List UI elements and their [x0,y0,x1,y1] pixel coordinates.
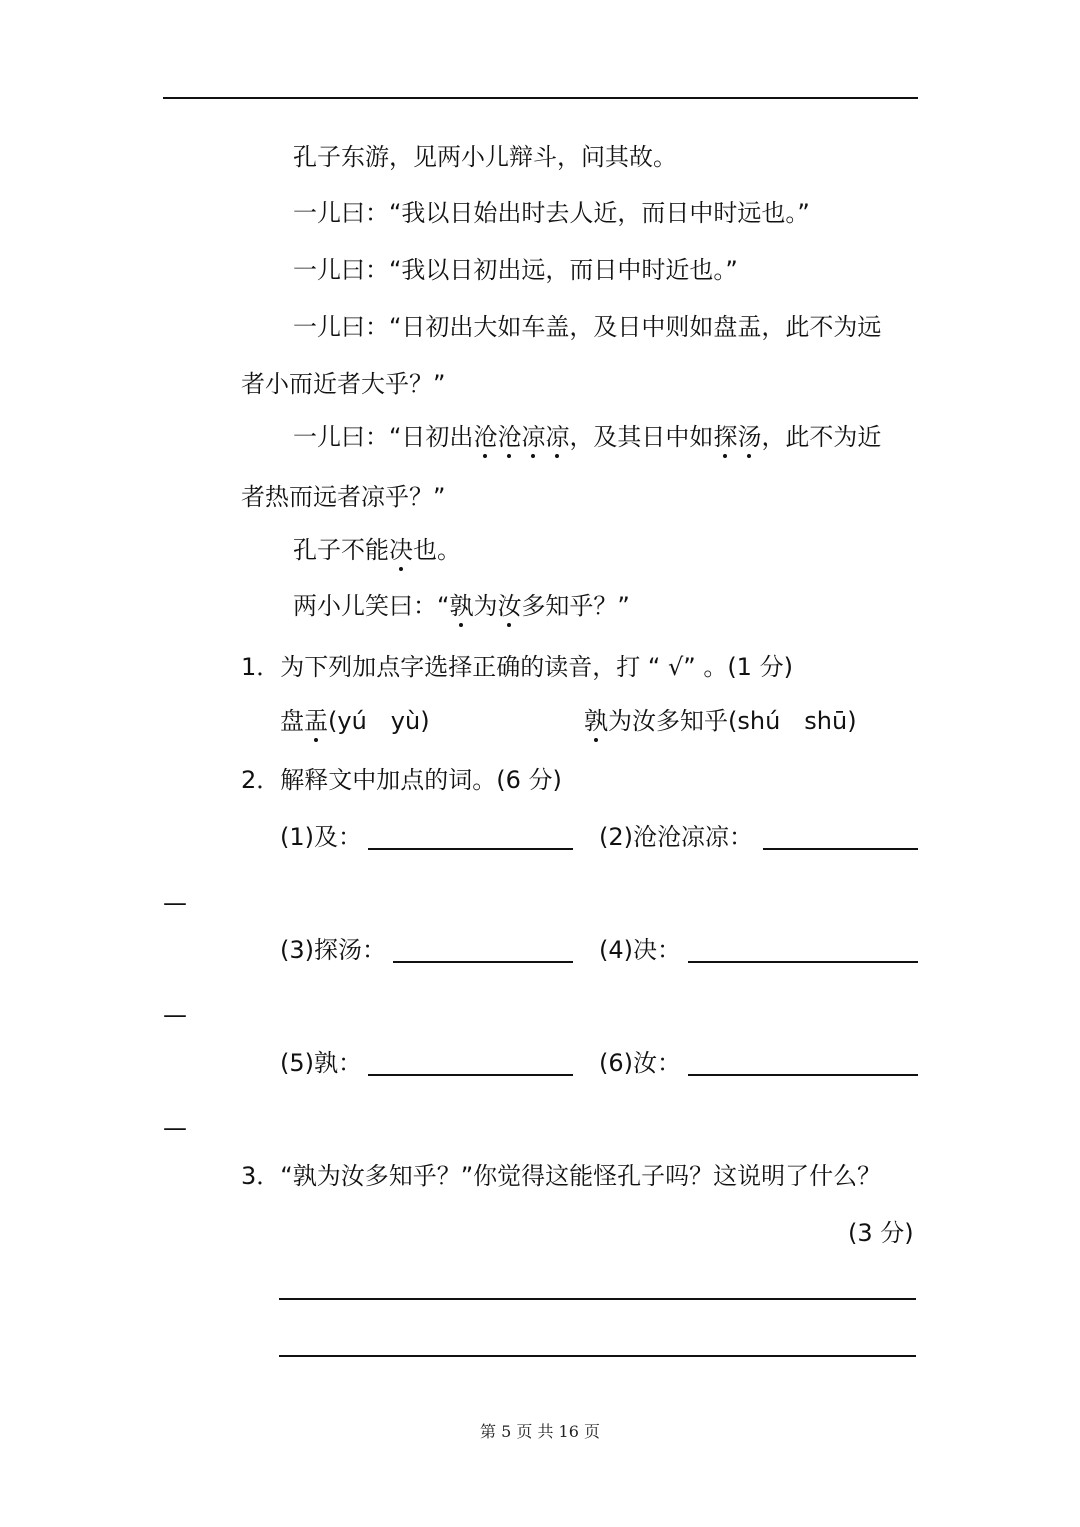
dotted-char: 探 [713,423,738,451]
q2-item-6-blank[interactable] [688,1074,918,1076]
dotted-char: 沧 [497,423,522,451]
header-rule [163,97,918,99]
q2-item-6-label: (6)汝： [599,1049,681,1077]
dotted-char: 孰 [584,707,608,735]
passage-line-8: 孔子不能决也。 [293,536,461,564]
passage-line-1: 孔子东游，见两小儿辩斗，问其故。 [293,143,677,171]
q2-item-4-label: (4)决： [599,936,681,964]
passage-line-5: 者小而近者大乎？” [241,370,446,398]
q3-answer-line-2[interactable] [279,1355,916,1357]
q2-item-2-label: (2)沧沧凉凉： [599,823,753,851]
q2-wrap-dash-1: — [163,889,187,917]
passage-line-3: 一儿曰：“我以日初出远，而日中时近也。” [293,256,738,284]
dotted-char: 沧 [473,423,498,451]
q2-item-1-label: (1)及： [280,823,362,851]
q2-wrap-dash-2: — [163,1001,187,1029]
q2-item-5-blank[interactable] [368,1074,573,1076]
q2-wrap-dash-3: — [163,1114,187,1142]
passage-line-7: 者热而远者凉乎？” [241,483,446,511]
dotted-char: 凉 [545,423,570,451]
dotted-char: 凉 [521,423,546,451]
dotted-char: 孰 [449,592,474,620]
question-1-option-b: 孰为汝多知乎(shú shū) [584,707,857,735]
q2-item-4-blank[interactable] [688,961,918,963]
passage-line-9: 两小儿笑曰：“孰为汝多知乎？” [293,592,630,620]
question-1-stem: 1．为下列加点字选择正确的读音，打 “ √” 。(1 分) [241,653,793,681]
q2-item-2-blank[interactable] [763,848,918,850]
dotted-char: 汝 [497,592,522,620]
dotted-char: 盂 [304,707,328,735]
q2-item-1-blank[interactable] [368,848,573,850]
question-1-option-a: 盘盂(yú yù) [280,707,430,735]
q2-item-5-label: (5)孰： [280,1049,362,1077]
passage-line-4: 一儿曰：“日初出大如车盖，及日中则如盘盂，此不为远 [293,313,882,341]
question-3-score: (3 分) [848,1219,914,1247]
q2-item-3-label: (3)探汤： [280,936,386,964]
dotted-char: 决 [389,536,413,564]
passage-line-6: 一儿曰：“日初出沧沧凉凉，及其日中如探汤，此不为近 [293,423,882,451]
q3-answer-line-1[interactable] [279,1298,916,1300]
dotted-char: 汤 [737,423,762,451]
passage-line-2: 一儿曰：“我以日始出时去人近，而日中时远也。” [293,199,810,227]
question-3-stem: 3．“孰为汝多知乎？”你觉得这能怪孔子吗？这说明了什么？ [241,1162,882,1190]
question-2-stem: 2．解释文中加点的词。(6 分) [241,766,562,794]
q2-item-3-blank[interactable] [393,961,573,963]
page-footer: 第 5 页 共 16 页 [480,1422,600,1441]
